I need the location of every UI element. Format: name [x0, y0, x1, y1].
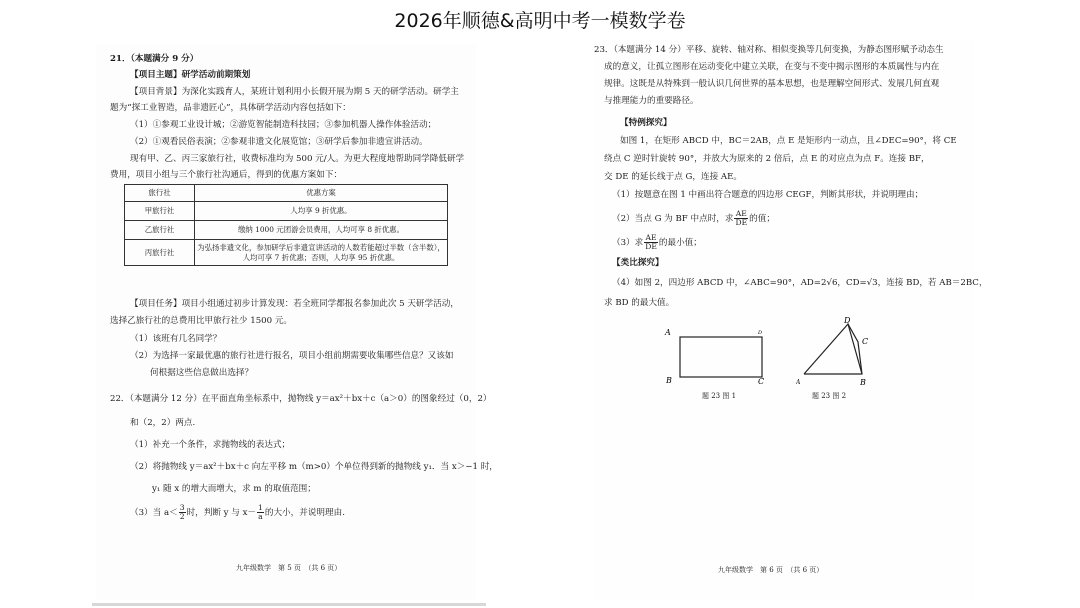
q21-background-1: 【项目背景】为深化实践育人，某班计划利用小长假开展为期 5 天的研学活动。研学主	[130, 87, 459, 97]
fraction-denominator: DE	[735, 217, 748, 227]
point-label: D	[758, 330, 763, 336]
q22-sub-2a: （2）将抛物线 y＝ax²＋bx＋c 向左平移 m（m>0）个单位得到新的抛物线 y₁．当 x＞−1 时，	[130, 462, 498, 472]
fraction-numerator: AE	[645, 233, 657, 242]
table-row	[125, 202, 448, 221]
figure-2-caption: 题 23 图 2	[812, 392, 847, 400]
fraction	[644, 234, 658, 251]
q22-sub-1: （1）补充一个条件，求抛物线的表达式；	[130, 440, 291, 450]
fraction-numerator: 1	[258, 503, 263, 512]
q22-line-1: 22．（本题满分 12 分）在平面直角坐标系中，抛物线 y＝ax²＋bx＋c（a＞0）的图象经过（0，2）	[110, 394, 492, 404]
q23-line-2: 成的意义，让孤立图形在运动变化中建立关联，在变与不变中揭示图形的本质属性与内在	[604, 62, 940, 72]
table-cell: 乙旅行社	[125, 221, 195, 240]
q23-sub-4a: （4）如图 2，四边形 ABCD 中，∠ABC=90°，AD=2√6，CD=√3，连接 BD，若 AB＝2BC，	[612, 278, 988, 288]
table-cell: 缴纳 1000 元团游会员费用，人均可享 8 折优惠。	[195, 221, 448, 240]
q21-item-2: （2）①观看民俗表演；②参观非遗文化展览馆；③研学后参加非遗宣讲活动。	[130, 137, 428, 147]
analogy-heading: 【类比探究】	[612, 258, 664, 268]
q23-sub-3	[612, 234, 702, 251]
fraction-denominator: a	[258, 511, 263, 521]
fraction	[179, 504, 186, 521]
table-row	[125, 221, 448, 240]
fraction-denominator: DE	[645, 241, 657, 251]
q22-sub-2b: y₁ 随 x 的增大而增大，求 m 的取值范围；	[152, 484, 316, 494]
figure-1-caption: 题 23 图 1	[702, 392, 737, 400]
q21-sub-2a: （2）为选择一家最优惠的旅行社进行报名，项目小组前期需要收集哪些信息？又该如	[130, 351, 454, 361]
q22-line-2: 和（2，2）两点.	[130, 418, 196, 428]
point-label: C	[862, 337, 869, 346]
q22-sub-3-mid: 时，判断 y 与 x－	[186, 507, 257, 518]
rectangle-abcd	[680, 337, 762, 377]
page-edge	[92, 603, 486, 606]
q23-sub-2-post: 的值；	[749, 213, 775, 224]
special-case-heading: 【特例探究】	[620, 118, 672, 128]
point-label: A	[796, 379, 801, 386]
q22-sub-3	[130, 504, 345, 521]
q21-para-1: 现有甲、乙、丙三家旅行社，收费标准均为 500 元/人。为更大程度地帮助同学降低研学	[130, 154, 465, 164]
q23-sub-4b: 求 BD 的最大值。	[604, 298, 675, 308]
fraction-numerator: 3	[179, 503, 185, 512]
q21-para-2: 费用，项目小组与三个旅行社沟通后，得到的优惠方案如下：	[110, 170, 343, 180]
diagonal-bd	[848, 324, 862, 374]
q23-line-3: 规律。这既是从特殊到一般认识几何世界的基本思想，也是理解空间形式、发展几何直观	[604, 79, 940, 89]
exam-page-5	[96, 44, 498, 600]
table-cell-line: 为弘扬非遗文化，参加研学后非遗宣讲活动的人数若能超过半数（含半数），	[197, 242, 445, 252]
figure-2-quadrilateral	[796, 316, 880, 390]
q21-task-2: 选择乙旅行社的总费用比甲旅行社少 1500 元。	[110, 316, 293, 326]
q21-task-1: 【项目任务】项目小组通过初步计算发现：若全班同学都报名参加此次 5 天研学活动，	[130, 299, 459, 309]
point-label: A	[665, 328, 671, 337]
q21-item-1: （1）①参观工业设计城；②游览智能制造科技园；③参加机器人操作体验活动；	[130, 120, 437, 130]
document-title: 2026年顺德&高明中考一模数学卷	[394, 10, 686, 32]
table-cell: 甲旅行社	[125, 202, 195, 221]
q23-sub-3-post: 的最小值；	[658, 237, 702, 248]
figure-1-rectangle	[660, 322, 772, 388]
fraction	[257, 504, 264, 521]
q23-sub-2	[612, 210, 775, 227]
page-footer: 九年级数学 第 5 页 （共 6 页）	[236, 564, 342, 572]
table-cell: 人均享 9 折优惠。	[195, 202, 448, 221]
q23-fig1-c: 交 DE 的延长线于点 G，连接 AE。	[604, 172, 742, 182]
page-footer: 九年级数学 第 6 页 （共 6 页）	[718, 566, 824, 574]
table-cell: 丙旅行社	[125, 240, 195, 266]
q23-sub-1: （1）按题意在图 1 中画出符合题意的四边形 CEGF，判断其形状，并说明理由；	[612, 190, 924, 200]
exam-page-6	[594, 40, 988, 600]
point-label: B	[666, 376, 672, 385]
q23-fig1-b: 绕点 C 逆时针旋转 90°，并放大为原来的 2 倍后，点 E 的对应点为点 F。连接 BF，	[604, 154, 930, 164]
point-label: D	[844, 316, 851, 325]
q21-sub-2b: 何根据这些信息做出选择？	[150, 368, 254, 378]
q22-sub-3-post: 的大小，并说明理由.	[264, 507, 345, 518]
q23-line-4: 与推理能力的重要路径。	[604, 96, 699, 106]
table-header-row	[125, 185, 448, 202]
q21-topic: 【项目主题】研学活动前期策划	[130, 70, 251, 80]
q23-sub-3-pre: （3）求	[612, 237, 644, 248]
table-row	[125, 240, 448, 266]
q21-background-2: 题为“探工业智造，品非遗匠心”，具体研学活动内容包括如下：	[110, 103, 351, 113]
q21-sub-1: （1）该班有几名同学？	[130, 334, 222, 344]
fraction-numerator: AE	[735, 209, 747, 218]
discount-table	[124, 184, 448, 266]
table-header-cell: 优惠方案	[195, 185, 448, 202]
table-cell	[195, 240, 448, 266]
point-label: C	[758, 377, 765, 386]
point-label: B	[860, 378, 866, 387]
fraction-denominator: 2	[179, 511, 185, 521]
q22-sub-3-pre: （3）当 a＜	[130, 507, 178, 518]
q23-line-1: 23．（本题满分 14 分）平移、旋转、轴对称、相似变换等几何变换，为静态图形赋予动态生	[594, 45, 944, 55]
quadrilateral-abcd	[804, 324, 862, 374]
table-cell-line: 人均可享 7 折优惠；否则，人均享 95 折优惠。	[242, 252, 400, 262]
table-header-cell: 旅行社	[125, 185, 195, 202]
q23-sub-2-pre: （2）当点 G 为 BF 中点时，求	[612, 213, 734, 224]
q21-header: 21．（本题满分 9 分）	[110, 54, 199, 64]
fraction	[734, 210, 748, 227]
q23-fig1-a: 如图 1，在矩形 ABCD 中，BC＝2AB，点 E 是矩形内一动点，且∠DEC=90°，将 CE	[620, 136, 957, 146]
